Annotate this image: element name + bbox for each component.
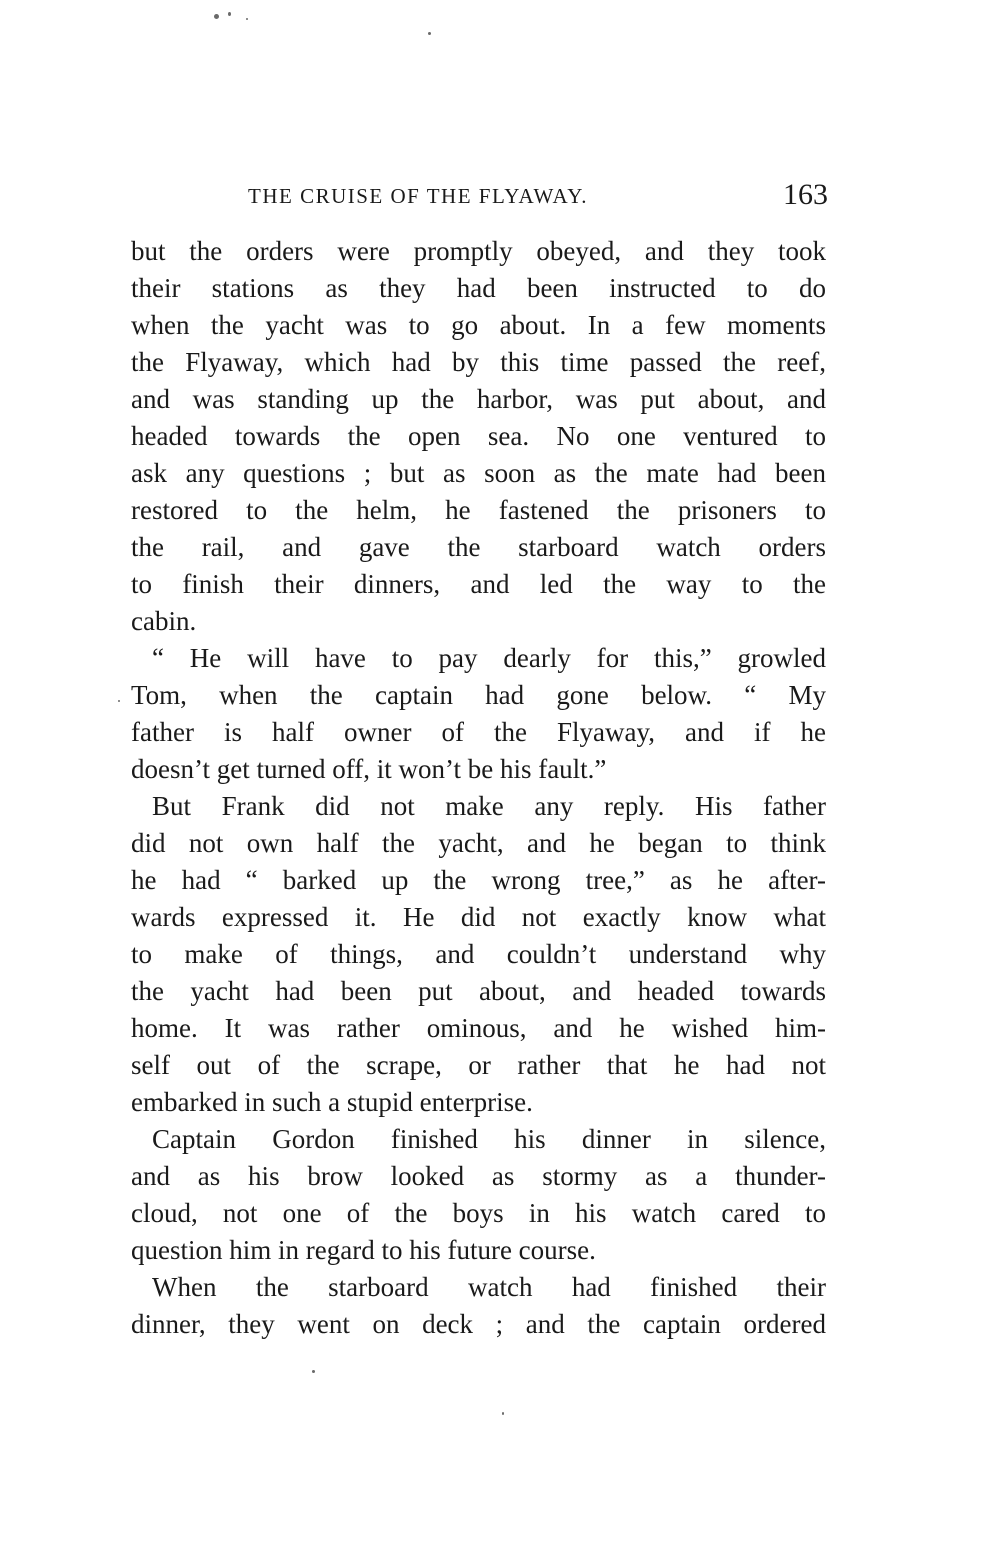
- scan-speck: [214, 14, 219, 19]
- text-line: “ He will have to pay dearly for this,” growled: [152, 643, 826, 673]
- page-number: 163: [783, 178, 828, 211]
- text-line: dinner, they went on deck ; and the captain ordered: [131, 1309, 826, 1339]
- text-line: when the yacht was to go about. In a few moments: [131, 310, 826, 340]
- text-line: When the starboard watch had finished their: [152, 1272, 826, 1302]
- text-line: But Frank did not make any reply. His father: [152, 791, 826, 821]
- text-line: to make of things, and couldn’t understand why: [131, 939, 826, 969]
- scan-speck: [228, 12, 231, 16]
- text-line: wards expressed it. He did not exactly know what: [131, 902, 826, 932]
- text-line: he had “ barked up the wrong tree,” as he after-: [131, 865, 826, 895]
- scan-speck: [312, 1370, 315, 1373]
- text-line: the yacht had been put about, and headed towards: [131, 976, 826, 1006]
- page-header: [248, 178, 828, 218]
- text-line: embarked in such a stupid enterprise.: [131, 1087, 533, 1117]
- scan-speck: [428, 32, 431, 35]
- text-line: Tom, when the captain had gone below. “ My: [131, 680, 826, 710]
- text-line: Captain Gordon finished his dinner in silence,: [152, 1124, 826, 1154]
- text-line: cloud, not one of the boys in his watch cared to: [131, 1198, 826, 1228]
- text-line: headed towards the open sea. No one ventured to: [131, 421, 826, 451]
- text-line: self out of the scrape, or rather that he had not: [131, 1050, 826, 1080]
- text-line: home. It was rather ominous, and he wished him-: [131, 1013, 826, 1043]
- text-line: to finish their dinners, and led the way to the: [131, 569, 826, 599]
- text-line: question him in regard to his future course.: [131, 1235, 596, 1265]
- scan-speck: [502, 1412, 504, 1415]
- text-line: cabin.: [131, 606, 197, 636]
- text-line: their stations as they had been instructed to do: [131, 273, 826, 303]
- body-text: [131, 233, 826, 1343]
- text-line: but the orders were promptly obeyed, and they took: [131, 236, 826, 266]
- text-line: the rail, and gave the starboard watch orders: [131, 532, 826, 562]
- text-line: father is half owner of the Flyaway, and if he: [131, 717, 826, 747]
- scan-speck: [246, 18, 248, 20]
- text-line: did not own half the yacht, and he began to think: [131, 828, 826, 858]
- text-line: doesn’t get turned off, it won’t be his fault.”: [131, 754, 607, 784]
- text-line: ask any questions ; but as soon as the mate had been: [131, 458, 826, 488]
- text-line: and as his brow looked as stormy as a thunder-: [131, 1161, 826, 1191]
- running-title: THE CRUISE OF THE FLYAWAY.: [248, 184, 588, 208]
- text-line: the Flyaway, which had by this time passed the reef,: [131, 347, 826, 377]
- scan-speck: [118, 700, 120, 702]
- text-line: restored to the helm, he fastened the prisoners to: [131, 495, 826, 525]
- text-line: and was standing up the harbor, was put about, and: [131, 384, 826, 414]
